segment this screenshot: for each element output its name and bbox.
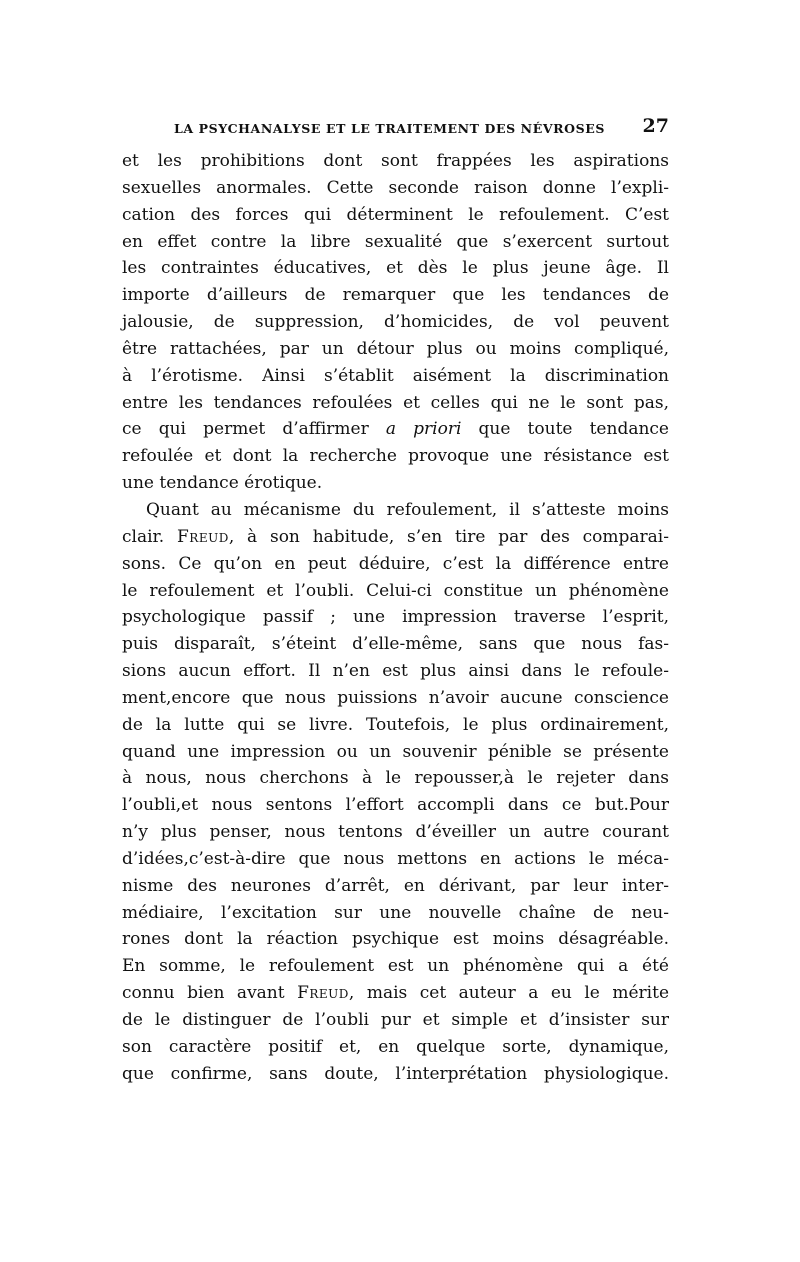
text-line: quand une impression ou un souvenir pénible se présente — [122, 741, 669, 762]
text-line: nisme des neurones d’arrêt, en dérivant, par leur inter- — [122, 875, 669, 896]
paragraph-start-line: Quant au mécanisme du refoulement, il s’atteste moins — [146, 499, 669, 520]
text-line: que confirme, sans doute, l’interprétation physiologique. — [122, 1063, 669, 1084]
text-line: ment,encore que nous puissions n’avoir aucune conscience — [122, 687, 669, 708]
text-line: cation des forces qui déterminent le refoulement. C’est — [122, 204, 669, 225]
text-line: médiaire, l’excitation sur une nouvelle chaîne de neu- — [122, 902, 669, 923]
text-line: psychologique passif ; une impression traverse l’esprit, — [122, 607, 669, 628]
text-segment: clair. — [122, 526, 177, 547]
text-line: son caractère positif et, en quelque sorte, dynamique, — [122, 1036, 669, 1057]
text-line: d’idées,c’est-à-dire que nous mettons en actions le méca- — [122, 848, 669, 869]
running-title: LA PSYCHANALYSE ET LE TRAITEMENT DES NÉVROSES — [174, 121, 605, 136]
text-line: sexuelles anormales. Cette seconde raison donne l’expli- — [122, 177, 669, 198]
text-line: les contraintes éducatives, et dès le plus jeune âge. Il — [122, 258, 669, 279]
running-head — [122, 112, 669, 148]
text-line: jalousie, de suppression, d’homicides, de vol peuvent — [122, 312, 669, 333]
author-name: Freud — [177, 526, 229, 547]
book-page — [122, 112, 669, 1088]
text-segment: , à son habitude, s’en tire par des comparai- — [228, 526, 669, 547]
text-line: refoulée et dont la recherche provoque une résistance est — [122, 446, 669, 467]
text-line: entre les tendances refoulées et celles qui ne le sont pas, — [122, 392, 669, 413]
text-line: à nous, nous cherchons à le repousser,à le rejeter dans — [122, 768, 669, 789]
text-line: et les prohibitions dont sont frappées les aspirations — [122, 151, 669, 171]
text-line: de le distinguer de l’oubli pur et simple et d’insister sur — [122, 1010, 669, 1030]
page-number: 27 — [642, 115, 669, 137]
text-line: puis disparaît, s’éteint d’elle-même, sans que nous fas- — [122, 634, 669, 655]
text-line: à l’érotisme. Ainsi s’établit aisément la discrimination — [122, 365, 669, 386]
text-line: en effet contre la libre sexualité que s’exercent surtout — [122, 231, 669, 252]
text-line: être rattachées, par un détour plus ou moins compliqué, — [122, 338, 669, 359]
text-line — [122, 416, 669, 443]
text-line: sons. Ce qu’on en peut déduire, c’est la différence entre — [122, 553, 669, 574]
text-segment: que toute tendance — [461, 419, 669, 440]
text-line — [122, 524, 669, 551]
text-segment: , mais cet auteur a eu le mérite — [348, 983, 670, 1004]
text-line: l’oubli,et nous sentons l’effort accompli dans ce but.Pour — [122, 795, 669, 816]
author-name: Freud — [297, 983, 349, 1004]
text-line: sions aucun effort. Il n’en est plus ainsi dans le refoule- — [122, 661, 669, 682]
text-segment: connu bien avant — [122, 983, 298, 1004]
text-line: En somme, le refoulement est un phénomène qui a été — [122, 956, 669, 977]
text-line — [122, 980, 669, 1007]
body-text — [122, 148, 669, 1088]
text-segment: ce qui permet d’affirmer — [122, 419, 386, 440]
text-line: n’y plus penser, nous tentons d’éveiller un autre courant — [122, 822, 669, 843]
text-line: de la lutte qui se livre. Toutefois, le plus ordinairement, — [122, 714, 669, 735]
italic-term: a priori — [385, 419, 462, 440]
text-line: rones dont la réaction psychique est moins désagréable. — [122, 929, 669, 950]
text-line: le refoulement et l’oubli. Celui-ci constitue un phénomène — [122, 580, 669, 601]
text-line: importe d’ailleurs de remarquer que les tendances de — [122, 285, 669, 306]
paragraph-end-line: une tendance érotique. — [122, 473, 323, 494]
